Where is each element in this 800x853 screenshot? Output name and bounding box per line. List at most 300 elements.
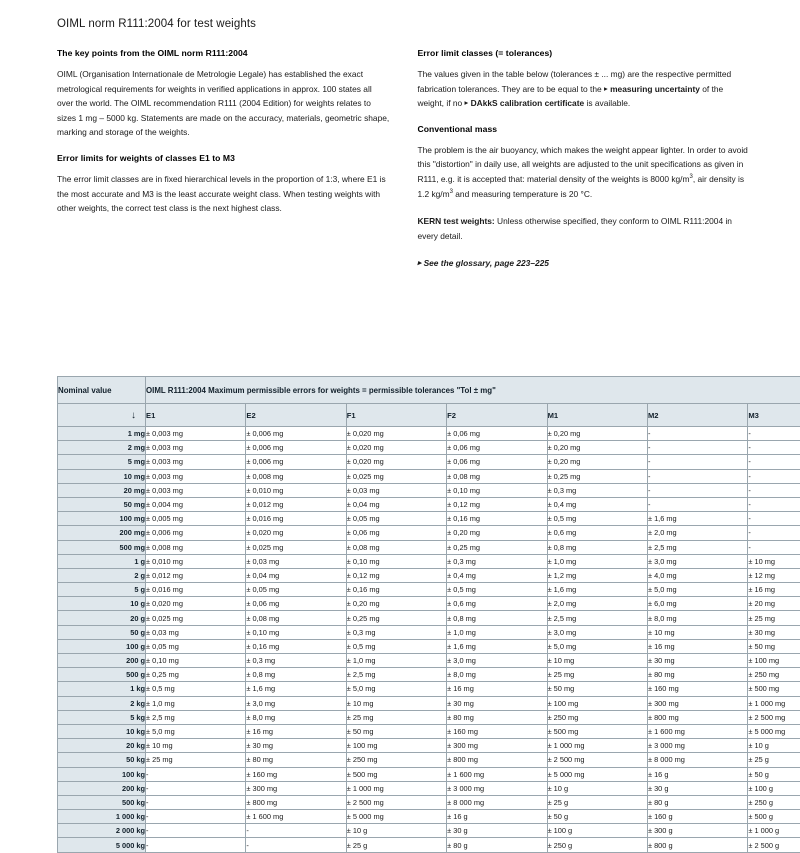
cell-tolerance-m1: ± 100 mg (547, 696, 647, 710)
right-heading-conventional-mass: Conventional mass (417, 124, 748, 134)
cell-tolerance-m3: ± 16 mg (748, 583, 800, 597)
cell-tolerance-m3: ± 10 g (748, 739, 800, 753)
cell-tolerance-m1: ± 10 mg (547, 654, 647, 668)
cell-tolerance-m1: ± 50 mg (547, 682, 647, 696)
right-paragraph-kern (417, 214, 748, 243)
cell-tolerance-f1: ± 0,10 mg (346, 554, 446, 568)
cell-tolerance-f2: ± 16 g (447, 810, 547, 824)
table-row (58, 512, 800, 526)
conventional-mass-text-b: , air density is 1.2 kg/m (417, 174, 744, 199)
superscript-density-1: 3 (690, 174, 693, 180)
cell-tolerance-e2: ± 0,16 mg (246, 639, 346, 653)
table-row (58, 597, 800, 611)
cell-tolerance-f2: ± 16 mg (447, 682, 547, 696)
cell-tolerance-f1: ± 1,0 mg (346, 654, 446, 668)
right-heading-error-limit-classes: Error limit classes (= tolerances) (417, 48, 748, 58)
cell-tolerance-m3: - (748, 512, 800, 526)
cell-tolerance-e1: ± 0,003 mg (146, 441, 246, 455)
cell-tolerance-f2: ± 80 mg (447, 710, 547, 724)
cell-tolerance-m1: ± 500 mg (547, 724, 647, 738)
cell-tolerance-m1: ± 5,0 mg (547, 639, 647, 653)
cell-tolerance-m2: ± 16 g (647, 767, 747, 781)
cell-tolerance-e2: ± 0,06 mg (246, 597, 346, 611)
cell-tolerance-e1: - (146, 838, 246, 852)
table-row (58, 540, 800, 554)
cell-nominal-value: 1 mg (58, 427, 146, 441)
cell-tolerance-m3: ± 250 mg (748, 668, 800, 682)
cell-nominal-value: 1 g (58, 554, 146, 568)
cell-tolerance-e2: ± 0,016 mg (246, 512, 346, 526)
cell-tolerance-m3: ± 30 mg (748, 625, 800, 639)
cell-tolerance-m3: - (748, 526, 800, 540)
cell-tolerance-m3: - (748, 441, 800, 455)
cell-tolerance-m2: ± 800 mg (647, 710, 747, 724)
cell-nominal-value: 5 kg (58, 710, 146, 724)
cell-tolerance-e1: ± 0,25 mg (146, 668, 246, 682)
table-row (58, 497, 800, 511)
cell-tolerance-f1: ± 25 mg (346, 710, 446, 724)
header-nominal-value: Nominal value (58, 377, 146, 404)
cell-tolerance-m2: ± 10 mg (647, 625, 747, 639)
kern-label: KERN test weights: (417, 216, 494, 226)
cell-tolerance-m2: ± 8 000 mg (647, 753, 747, 767)
table-row (58, 526, 800, 540)
table-row (58, 568, 800, 582)
header-class-m1: M1 (547, 404, 647, 427)
cell-tolerance-e1: ± 0,006 mg (146, 526, 246, 540)
table-row (58, 483, 800, 497)
cell-tolerance-m2: ± 4,0 mg (647, 568, 747, 582)
cell-tolerance-f1: ± 2,5 mg (346, 668, 446, 682)
superscript-density-2: 3 (450, 189, 453, 195)
cell-tolerance-f2: ± 0,25 mg (447, 540, 547, 554)
cell-tolerance-m2: - (647, 455, 747, 469)
cell-tolerance-f1: ± 0,06 mg (346, 526, 446, 540)
cell-tolerance-e1: ± 0,005 mg (146, 512, 246, 526)
left-column (57, 48, 389, 277)
cell-tolerance-f1: ± 0,16 mg (346, 583, 446, 597)
cell-tolerance-e2: ± 160 mg (246, 767, 346, 781)
glossary-link-label: See the glossary, page 223–225 (424, 258, 549, 268)
cell-tolerance-f2: ± 30 g (447, 824, 547, 838)
glossary-link[interactable] (417, 258, 748, 268)
cell-tolerance-e1: ± 0,003 mg (146, 455, 246, 469)
cell-tolerance-e2: ± 1 600 mg (246, 810, 346, 824)
cell-tolerance-e2: ± 0,006 mg (246, 427, 346, 441)
cell-tolerance-m1: ± 2,5 mg (547, 611, 647, 625)
cell-tolerance-f2: ± 0,8 mg (447, 611, 547, 625)
table-row (58, 753, 800, 767)
cell-tolerance-m2: ± 30 mg (647, 654, 747, 668)
table-row (58, 824, 800, 838)
cell-tolerance-e2: ± 0,03 mg (246, 554, 346, 568)
cell-tolerance-f1: ± 0,020 mg (346, 427, 446, 441)
table-row (58, 441, 800, 455)
cell-tolerance-f1: ± 0,020 mg (346, 441, 446, 455)
cell-tolerance-m2: ± 80 mg (647, 668, 747, 682)
cell-tolerance-e1: ± 0,05 mg (146, 639, 246, 653)
cell-tolerance-e1: - (146, 824, 246, 838)
cell-tolerance-e1: - (146, 767, 246, 781)
cell-tolerance-f2: ± 1 600 mg (447, 767, 547, 781)
table-row (58, 810, 800, 824)
cell-tolerance-m3: ± 10 mg (748, 554, 800, 568)
cell-tolerance-e1: ± 0,004 mg (146, 497, 246, 511)
cell-tolerance-m2: ± 6,0 mg (647, 597, 747, 611)
cell-tolerance-m1: ± 1,0 mg (547, 554, 647, 568)
cell-tolerance-m1: ± 10 g (547, 781, 647, 795)
cell-tolerance-f1: ± 100 mg (346, 739, 446, 753)
cell-tolerance-m3: - (748, 427, 800, 441)
cell-tolerance-m3: ± 50 g (748, 767, 800, 781)
cell-nominal-value: 1 000 kg (58, 810, 146, 824)
header-main-title: OIML R111:2004 Maximum permissible errors for weights = permissible tolerances "Tol ± mg" (146, 377, 800, 404)
cell-tolerance-e2: ± 0,3 mg (246, 654, 346, 668)
cell-tolerance-e2: - (246, 824, 346, 838)
cell-tolerance-m3: - (748, 483, 800, 497)
cell-tolerance-m2: ± 5,0 mg (647, 583, 747, 597)
bullet-arrow-icon: ▸ (604, 84, 608, 93)
cell-nominal-value: 20 mg (58, 483, 146, 497)
cell-tolerance-m3: ± 25 mg (748, 611, 800, 625)
cell-tolerance-m3: - (748, 497, 800, 511)
cell-tolerance-e2: ± 0,8 mg (246, 668, 346, 682)
cell-tolerance-f2: ± 1,0 mg (447, 625, 547, 639)
tolerance-text-b: of the weight, if no (417, 84, 723, 109)
table-row (58, 668, 800, 682)
table-row (58, 611, 800, 625)
cell-tolerance-f1: ± 1 000 mg (346, 781, 446, 795)
cell-tolerance-m2: - (647, 441, 747, 455)
cell-tolerance-m1: ± 2,0 mg (547, 597, 647, 611)
cell-tolerance-m3: - (748, 540, 800, 554)
cell-tolerance-e1: - (146, 795, 246, 809)
cell-tolerance-m2: - (647, 497, 747, 511)
table-row (58, 710, 800, 724)
table-row (58, 739, 800, 753)
cell-nominal-value: 5 000 kg (58, 838, 146, 852)
cell-tolerance-e2: ± 0,010 mg (246, 483, 346, 497)
right-paragraph-conventional-mass (417, 143, 748, 201)
cell-tolerance-f1: ± 0,020 mg (346, 455, 446, 469)
cell-tolerance-e1: - (146, 810, 246, 824)
tolerance-table (57, 376, 800, 853)
cell-tolerance-e2: ± 0,05 mg (246, 583, 346, 597)
cell-tolerance-e2: ± 0,025 mg (246, 540, 346, 554)
cell-tolerance-m3: ± 2 500 g (748, 838, 800, 852)
cell-tolerance-f2: ± 30 mg (447, 696, 547, 710)
cell-nominal-value: 500 mg (58, 540, 146, 554)
cell-tolerance-m1: ± 250 g (547, 838, 647, 852)
cell-nominal-value: 100 mg (58, 512, 146, 526)
cell-tolerance-m1: ± 100 g (547, 824, 647, 838)
cell-tolerance-f2: ± 0,06 mg (447, 455, 547, 469)
cell-tolerance-e1: ± 0,010 mg (146, 554, 246, 568)
cell-nominal-value: 10 g (58, 597, 146, 611)
cell-tolerance-f2: ± 8,0 mg (447, 668, 547, 682)
cell-nominal-value: 1 kg (58, 682, 146, 696)
cell-tolerance-e2: ± 30 mg (246, 739, 346, 753)
cell-tolerance-m2: ± 80 g (647, 795, 747, 809)
cell-tolerance-f2: ± 0,10 mg (447, 483, 547, 497)
bullet-arrow-icon-2: ▸ (465, 98, 469, 107)
cell-nominal-value: 100 g (58, 639, 146, 653)
cell-tolerance-e2: ± 0,020 mg (246, 526, 346, 540)
table-row (58, 639, 800, 653)
cell-nominal-value: 50 mg (58, 497, 146, 511)
cell-tolerance-m3: - (748, 469, 800, 483)
left-heading-key-points: The key points from the OIML norm R111:2004 (57, 48, 389, 58)
cell-tolerance-f1: ± 5,0 mg (346, 682, 446, 696)
table-header-title-row (58, 377, 800, 404)
cell-tolerance-m1: ± 1,2 mg (547, 568, 647, 582)
cell-tolerance-e1: ± 0,10 mg (146, 654, 246, 668)
cell-tolerance-f1: ± 0,3 mg (346, 625, 446, 639)
cell-tolerance-m2: - (647, 483, 747, 497)
cell-tolerance-m3: - (748, 455, 800, 469)
cell-tolerance-f2: ± 8 000 mg (447, 795, 547, 809)
cell-tolerance-e2: ± 16 mg (246, 724, 346, 738)
table-row (58, 469, 800, 483)
cell-nominal-value: 50 kg (58, 753, 146, 767)
kern-text: Unless otherwise specified, they conform to OIML R111:2004 in every detail. (417, 216, 732, 241)
left-heading-error-limits: Error limits for weights of classes E1 to M3 (57, 153, 389, 163)
cell-tolerance-f1: ± 0,12 mg (346, 568, 446, 582)
cell-tolerance-m2: ± 2,5 mg (647, 540, 747, 554)
cell-nominal-value: 2 kg (58, 696, 146, 710)
cell-nominal-value: 10 mg (58, 469, 146, 483)
cell-tolerance-f2: ± 160 mg (447, 724, 547, 738)
cell-tolerance-m3: ± 1 000 mg (748, 696, 800, 710)
cell-tolerance-m2: ± 300 g (647, 824, 747, 838)
cell-tolerance-e1: ± 0,012 mg (146, 568, 246, 582)
cell-tolerance-m2: ± 30 g (647, 781, 747, 795)
cell-tolerance-e2: ± 80 mg (246, 753, 346, 767)
cell-tolerance-f1: ± 0,20 mg (346, 597, 446, 611)
cell-tolerance-e2: ± 0,006 mg (246, 455, 346, 469)
cell-tolerance-f1: ± 0,5 mg (346, 639, 446, 653)
cell-nominal-value: 20 kg (58, 739, 146, 753)
cell-tolerance-e2: ± 1,6 mg (246, 682, 346, 696)
cell-tolerance-f1: ± 2 500 mg (346, 795, 446, 809)
cell-tolerance-f1: ± 0,03 mg (346, 483, 446, 497)
table-row (58, 625, 800, 639)
right-paragraph-tolerances (417, 67, 748, 111)
cell-tolerance-f2: ± 0,6 mg (447, 597, 547, 611)
cell-nominal-value: 20 g (58, 611, 146, 625)
table-row (58, 838, 800, 852)
cell-tolerance-m3: ± 500 g (748, 810, 800, 824)
cell-tolerance-f1: ± 5 000 mg (346, 810, 446, 824)
cell-tolerance-e1: ± 1,0 mg (146, 696, 246, 710)
tolerance-text-c: is available. (584, 98, 630, 108)
cell-tolerance-e1: ± 0,008 mg (146, 540, 246, 554)
dakks-certificate-term: DAkkS calibration certificate (471, 98, 585, 108)
cell-tolerance-f2: ± 0,16 mg (447, 512, 547, 526)
cell-tolerance-e1: ± 2,5 mg (146, 710, 246, 724)
cell-tolerance-m3: ± 100 g (748, 781, 800, 795)
cell-tolerance-m2: ± 160 g (647, 810, 747, 824)
table-body (58, 427, 800, 853)
cell-tolerance-f2: ± 3 000 mg (447, 781, 547, 795)
cell-tolerance-f1: ± 0,04 mg (346, 497, 446, 511)
cell-tolerance-f2: ± 0,4 mg (447, 568, 547, 582)
cell-tolerance-f2: ± 0,3 mg (447, 554, 547, 568)
cell-tolerance-m1: ± 0,25 mg (547, 469, 647, 483)
cell-tolerance-m3: ± 250 g (748, 795, 800, 809)
cell-tolerance-f1: ± 0,25 mg (346, 611, 446, 625)
table-row (58, 696, 800, 710)
header-class-e2: E2 (246, 404, 346, 427)
cell-nominal-value: 200 kg (58, 781, 146, 795)
conventional-mass-text-a: The problem is the air buoyancy, which makes the weight appear lighter. In order to avoid this "distortion" in daily use, all weights are adjusted to the unit specifications as given in R111, e.g. it is accepted that: material density of the weights is 8000 kg/m (417, 145, 747, 184)
cell-tolerance-f2: ± 300 mg (447, 739, 547, 753)
left-paragraph-key-points: OIML (Organisation Internationale de Metrologie Legale) has established the exact metrological requirements for weights in verified applications in approx. 100 states all over the world. The OIML recommendation R111 (2004 Edition) for weights relates to sizes 1 mg – 5000 kg. Statements are made on the accuracy, materials, geometric shape, marking and storage of the weights. (57, 67, 389, 140)
cell-tolerance-e1: ± 0,003 mg (146, 469, 246, 483)
cell-tolerance-m3: ± 500 mg (748, 682, 800, 696)
cell-tolerance-e1: ± 0,5 mg (146, 682, 246, 696)
cell-nominal-value: 10 kg (58, 724, 146, 738)
table-row (58, 427, 800, 441)
header-arrow-icon: ↓ (58, 404, 146, 427)
cell-tolerance-m1: ± 0,5 mg (547, 512, 647, 526)
cell-tolerance-m1: ± 1 000 mg (547, 739, 647, 753)
cell-tolerance-e2: ± 0,04 mg (246, 568, 346, 582)
cell-tolerance-m1: ± 0,20 mg (547, 455, 647, 469)
tolerance-table-wrapper (57, 376, 748, 853)
measuring-uncertainty-term: measuring uncertainty (610, 84, 700, 94)
table-row (58, 554, 800, 568)
cell-tolerance-e1: ± 10 mg (146, 739, 246, 753)
cell-nominal-value: 200 g (58, 654, 146, 668)
header-class-f2: F2 (447, 404, 547, 427)
cell-tolerance-f2: ± 0,12 mg (447, 497, 547, 511)
cell-tolerance-m2: - (647, 427, 747, 441)
header-class-m3: M3 (748, 404, 800, 427)
cell-tolerance-f1: ± 0,05 mg (346, 512, 446, 526)
cell-tolerance-m2: ± 300 mg (647, 696, 747, 710)
cell-nominal-value: 5 g (58, 583, 146, 597)
cell-tolerance-e1: ± 0,025 mg (146, 611, 246, 625)
cell-tolerance-m1: ± 50 g (547, 810, 647, 824)
cell-tolerance-e2: ± 800 mg (246, 795, 346, 809)
right-column (417, 48, 748, 277)
cell-tolerance-m3: ± 100 mg (748, 654, 800, 668)
cell-tolerance-e1: ± 0,03 mg (146, 625, 246, 639)
cell-tolerance-m1: ± 2 500 mg (547, 753, 647, 767)
left-paragraph-error-limits: The error limit classes are in fixed hierarchical levels in the proportion of 1:3, where E1 is the most accurate and M3 is the least accurate weight class. When testing weights with other weights, the correct test class is the next highest class. (57, 172, 389, 216)
cell-tolerance-m2: ± 1,6 mg (647, 512, 747, 526)
cell-tolerance-f2: ± 800 mg (447, 753, 547, 767)
cell-tolerance-m2: ± 160 mg (647, 682, 747, 696)
two-column-text (57, 48, 748, 277)
bullet-arrow-icon-3: ▸ (417, 258, 421, 267)
cell-tolerance-f1: ± 25 g (346, 838, 446, 852)
cell-tolerance-m1: ± 250 mg (547, 710, 647, 724)
cell-nominal-value: 200 mg (58, 526, 146, 540)
cell-tolerance-f2: ± 0,08 mg (447, 469, 547, 483)
cell-tolerance-m1: ± 25 mg (547, 668, 647, 682)
table-row (58, 767, 800, 781)
tolerance-text-a: The values given in the table below (tolerances ± ... mg) are the respective permitted fabrication tolerances. They are to be equal to the (417, 69, 731, 94)
cell-tolerance-m2: ± 3 000 mg (647, 739, 747, 753)
cell-tolerance-m1: ± 0,4 mg (547, 497, 647, 511)
cell-tolerance-e2: ± 0,008 mg (246, 469, 346, 483)
cell-nominal-value: 2 g (58, 568, 146, 582)
cell-tolerance-f1: ± 0,025 mg (346, 469, 446, 483)
cell-tolerance-m2: - (647, 469, 747, 483)
table-head (58, 377, 800, 427)
cell-tolerance-m3: ± 12 mg (748, 568, 800, 582)
cell-tolerance-m1: ± 1,6 mg (547, 583, 647, 597)
cell-tolerance-m3: ± 2 500 mg (748, 710, 800, 724)
cell-tolerance-f2: ± 0,5 mg (447, 583, 547, 597)
cell-tolerance-m1: ± 5 000 mg (547, 767, 647, 781)
cell-nominal-value: 2 000 kg (58, 824, 146, 838)
table-row (58, 795, 800, 809)
cell-tolerance-f2: ± 0,06 mg (447, 427, 547, 441)
cell-tolerance-m2: ± 3,0 mg (647, 554, 747, 568)
table-row (58, 724, 800, 738)
cell-tolerance-e2: ± 0,08 mg (246, 611, 346, 625)
cell-tolerance-f1: ± 50 mg (346, 724, 446, 738)
cell-tolerance-m1: ± 0,20 mg (547, 441, 647, 455)
cell-tolerance-m2: ± 16 mg (647, 639, 747, 653)
cell-tolerance-e2: - (246, 838, 346, 852)
cell-tolerance-m2: ± 800 g (647, 838, 747, 852)
table-row (58, 583, 800, 597)
cell-tolerance-f1: ± 0,08 mg (346, 540, 446, 554)
cell-tolerance-m1: ± 3,0 mg (547, 625, 647, 639)
cell-tolerance-m3: ± 25 g (748, 753, 800, 767)
cell-tolerance-f1: ± 10 mg (346, 696, 446, 710)
cell-tolerance-f2: ± 1,6 mg (447, 639, 547, 653)
cell-tolerance-f2: ± 0,20 mg (447, 526, 547, 540)
cell-tolerance-m2: ± 8,0 mg (647, 611, 747, 625)
cell-tolerance-e1: ± 25 mg (146, 753, 246, 767)
table-row (58, 654, 800, 668)
cell-tolerance-e1: - (146, 781, 246, 795)
table-row (58, 781, 800, 795)
table-header-class-row (58, 404, 800, 427)
cell-tolerance-f2: ± 80 g (447, 838, 547, 852)
cell-tolerance-e1: ± 0,020 mg (146, 597, 246, 611)
cell-tolerance-e1: ± 5,0 mg (146, 724, 246, 738)
cell-nominal-value: 5 mg (58, 455, 146, 469)
cell-nominal-value: 500 g (58, 668, 146, 682)
cell-tolerance-f1: ± 500 mg (346, 767, 446, 781)
cell-tolerance-m3: ± 1 000 g (748, 824, 800, 838)
cell-nominal-value: 100 kg (58, 767, 146, 781)
cell-tolerance-f2: ± 0,06 mg (447, 441, 547, 455)
cell-tolerance-f2: ± 3,0 mg (447, 654, 547, 668)
cell-nominal-value: 2 mg (58, 441, 146, 455)
cell-tolerance-m3: ± 50 mg (748, 639, 800, 653)
cell-tolerance-f1: ± 10 g (346, 824, 446, 838)
cell-tolerance-m1: ± 25 g (547, 795, 647, 809)
cell-tolerance-e2: ± 0,006 mg (246, 441, 346, 455)
cell-tolerance-m3: ± 20 mg (748, 597, 800, 611)
cell-tolerance-e1: ± 0,016 mg (146, 583, 246, 597)
cell-tolerance-m3: ± 5 000 mg (748, 724, 800, 738)
cell-tolerance-m1: ± 0,20 mg (547, 427, 647, 441)
header-class-f1: F1 (346, 404, 446, 427)
header-class-e1: E1 (146, 404, 246, 427)
cell-tolerance-m1: ± 0,3 mg (547, 483, 647, 497)
cell-tolerance-f1: ± 250 mg (346, 753, 446, 767)
cell-nominal-value: 500 kg (58, 795, 146, 809)
cell-tolerance-m1: ± 0,6 mg (547, 526, 647, 540)
